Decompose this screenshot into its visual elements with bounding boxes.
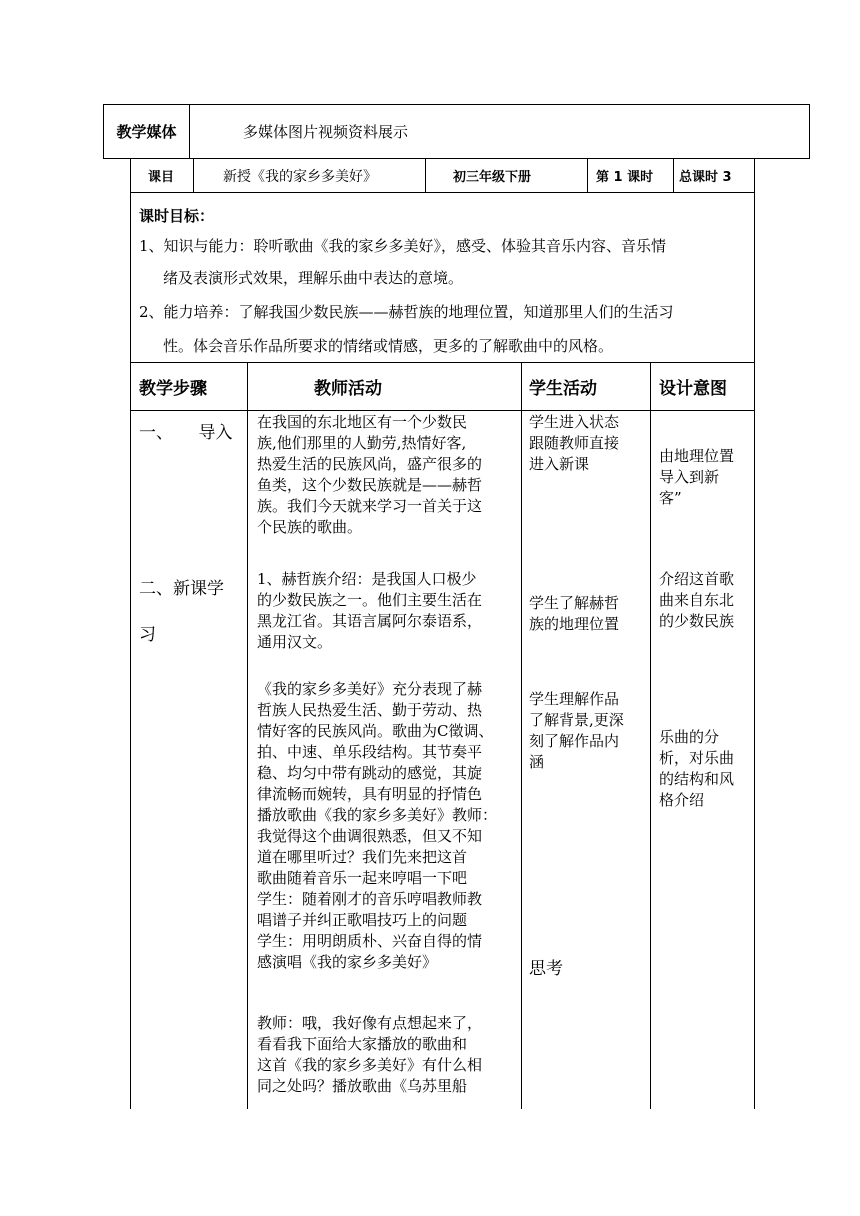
goal-line: 2、能力培养：了解我国少数民族——赫哲族的地理位置，知道那里人们的生活习 (139, 303, 674, 321)
design-paragraph-2: 介绍这首歌 曲来自东北 的少数民族 (659, 570, 735, 630)
step-new-lesson-cont: 习 (139, 625, 156, 645)
subject-value: 新授《我的家乡多美好》 (223, 168, 377, 185)
step-intro: 一、 导入 (139, 423, 233, 443)
lesson-info-row (130, 159, 755, 193)
header-steps: 教学步骤 (139, 379, 207, 399)
total-lessons: 总课时 3 (679, 170, 732, 185)
header-design: 设计意图 (659, 379, 727, 399)
header-teacher: 教师活动 (314, 379, 382, 399)
design-paragraph-3: 乐曲的分 析，对乐曲 的结构和风 格介绍 (659, 728, 735, 809)
goal-line: 1、知识与能力：聆听歌曲《我的家乡多美好》，感受、体验其音乐内容、音乐情 (139, 237, 667, 255)
design-paragraph-1: 由地理位置 导入到新 客” (659, 447, 735, 507)
teaching-table (130, 362, 755, 1109)
step-new-lesson: 二、新课学 (139, 579, 224, 599)
student-paragraph-4: 思考 (529, 959, 563, 979)
goal-line: 绪及表演形式效果，理解乐曲中表达的意境。 (163, 269, 464, 287)
subject-label: 课目 (148, 170, 175, 185)
student-paragraph-3: 学生理解作品 了解背景,更深 刻了解作品内 涵 (529, 690, 624, 771)
student-paragraph-1: 学生进入状态 跟随教师直接 进入新课 (529, 413, 620, 473)
teacher-paragraph-2: 1、赫哲族介绍：是我国人口极少 的少数民族之一。他们主要生活在 黑龙江省。其语言属阿尔泰语系， 通用汉文。 (257, 570, 483, 651)
media-label: 教学媒体 (104, 105, 190, 158)
grade: 初三年级下册 (453, 170, 532, 185)
media-row (103, 104, 810, 159)
teacher-paragraph-4: 教师：哦，我好像有点想起来了， 看看我下面给大家播放的歌曲和 这首《我的家乡多美好》有什么相 同之处吗？播放歌曲《乌苏里船 (257, 1014, 483, 1095)
goals-title: 课时目标： (139, 207, 215, 225)
media-value: 多媒体图片视频资料展示 (243, 123, 409, 141)
student-paragraph-2: 学生了解赫哲 族的地理位置 (529, 594, 620, 633)
teacher-paragraph-3: 《我的家乡多美好》充分表现了赫 哲族人民热爱生活、勤于劳动、热 情好客的民族风尚。歌曲为C徵调、 拍、中速、单乐段结构。其节奏平 稳、均匀中带有跳动的感觉，其旋 律流畅而婉转，具有明显的抒情色 播放歌曲《我的家乡多美好》教师： 我觉得这个曲调很熟悉，但又不知 道在哪里听过？我们先来把这首 歌曲随着音乐一起来哼唱一下吧 学生：随着刚才的音乐哼唱教师教 唱谱子并纠正歌唱技巧上的问题 学生：用明朗质朴、兴奋自得的情 感演唱《我的家乡多美好》 (257, 680, 498, 971)
goal-line: 性。体会音乐作品所要求的情绪或情感，更多的了解歌曲中的风格。 (163, 337, 614, 355)
lesson-goals (130, 192, 755, 363)
teacher-paragraph-1: 在我国的东北地区有一个少数民 族,他们那里的人勤劳,热情好客, 热爱生活的民族风尚，盛产很多的 鱼类，这个少数民族就是——赫哲 族。我们今天就来学习一首关于这 个民族的歌曲。 (257, 413, 483, 536)
lesson-number: 第 1 课时 (596, 170, 654, 185)
header-student: 学生活动 (529, 379, 597, 399)
